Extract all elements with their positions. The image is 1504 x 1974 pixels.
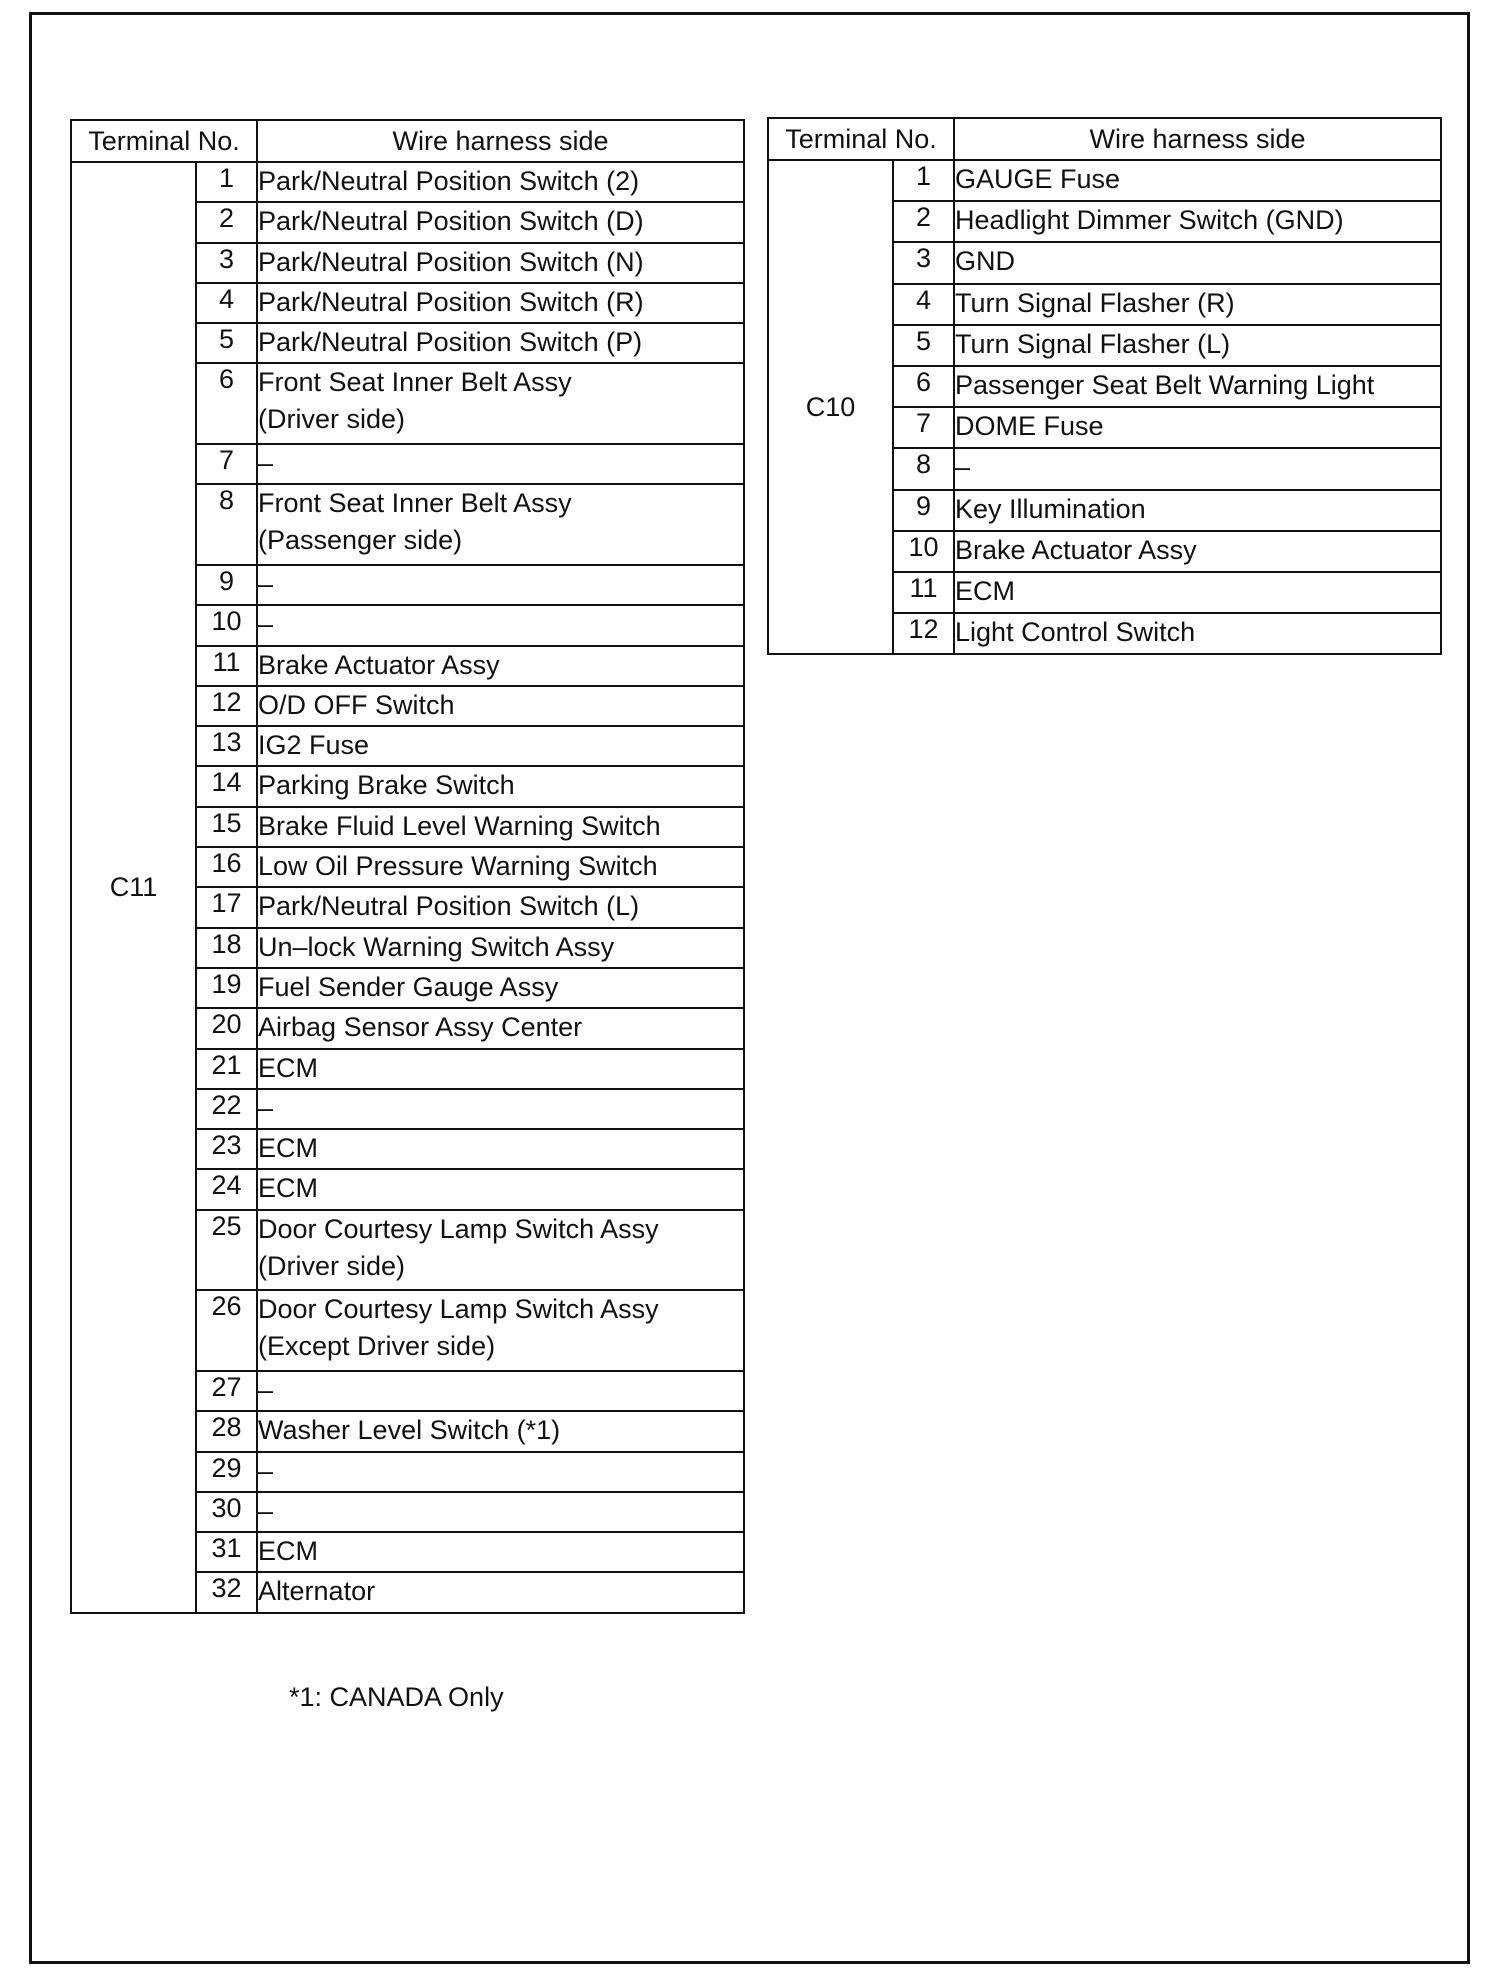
terminal-number: 15 xyxy=(196,807,257,847)
wire-harness-description: Brake Actuator Assy xyxy=(954,531,1441,572)
wire-harness-description: – xyxy=(257,1452,744,1492)
terminal-no-header: Terminal No. xyxy=(768,118,954,160)
terminal-number: 11 xyxy=(196,646,257,686)
footnote: *1: CANADA Only xyxy=(289,1682,504,1712)
terminal-number: 28 xyxy=(196,1411,257,1451)
terminal-number: 19 xyxy=(196,968,257,1008)
table-row xyxy=(768,160,1441,201)
wire-harness-description: IG2 Fuse xyxy=(257,726,744,766)
terminal-no-header: Terminal No. xyxy=(71,120,257,162)
terminal-number: 13 xyxy=(196,726,257,766)
wire-harness-description: Park/Neutral Position Switch (L) xyxy=(257,887,744,927)
wire-harness-description: Park/Neutral Position Switch (P) xyxy=(257,323,744,363)
terminal-number: 14 xyxy=(196,766,257,806)
wire-harness-description: Un–lock Warning Switch Assy xyxy=(257,928,744,968)
connector-label: C10 xyxy=(768,160,893,654)
wire-harness-description: – xyxy=(257,565,744,605)
terminal-number: 26 xyxy=(196,1290,257,1371)
wire-harness-description: Low Oil Pressure Warning Switch xyxy=(257,847,744,887)
terminal-number: 10 xyxy=(196,605,257,645)
wire-harness-description: Door Courtesy Lamp Switch Assy (Driver side) xyxy=(257,1210,744,1291)
wire-harness-description: – xyxy=(257,1492,744,1532)
wire-harness-description: Turn Signal Flasher (R) xyxy=(954,284,1441,325)
wire-harness-description: ECM xyxy=(257,1129,744,1169)
terminal-number: 6 xyxy=(893,366,954,407)
terminal-number: 3 xyxy=(196,243,257,283)
terminal-number: 6 xyxy=(196,363,257,444)
wire-harness-description: Front Seat Inner Belt Assy (Driver side) xyxy=(257,363,744,444)
wire-harness-description: – xyxy=(257,1371,744,1411)
wire-harness-description: – xyxy=(257,605,744,645)
terminal-number: 7 xyxy=(196,444,257,484)
wire-harness-description: ECM xyxy=(257,1532,744,1572)
wire-harness-description: Parking Brake Switch xyxy=(257,766,744,806)
wire-harness-description: Washer Level Switch (*1) xyxy=(257,1411,744,1451)
terminal-number: 10 xyxy=(893,531,954,572)
wire-harness-side-header: Wire harness side xyxy=(954,118,1441,160)
wire-harness-description: O/D OFF Switch xyxy=(257,686,744,726)
terminal-number: 8 xyxy=(893,448,954,489)
terminal-number: 4 xyxy=(893,284,954,325)
wire-harness-description: – xyxy=(954,448,1441,489)
wire-harness-description: GAUGE Fuse xyxy=(954,160,1441,201)
terminal-number: 23 xyxy=(196,1129,257,1169)
terminal-number: 22 xyxy=(196,1089,257,1129)
terminal-number: 5 xyxy=(196,323,257,363)
wire-harness-description: Passenger Seat Belt Warning Light xyxy=(954,366,1441,407)
wire-harness-description: Brake Actuator Assy xyxy=(257,646,744,686)
terminal-number: 7 xyxy=(893,407,954,448)
wire-harness-description: – xyxy=(257,444,744,484)
terminal-number: 27 xyxy=(196,1371,257,1411)
terminal-number: 17 xyxy=(196,887,257,927)
terminal-number: 18 xyxy=(196,928,257,968)
terminal-number: 2 xyxy=(196,202,257,242)
terminal-number: 12 xyxy=(196,686,257,726)
terminal-number: 3 xyxy=(893,242,954,283)
wire-harness-description: DOME Fuse xyxy=(954,407,1441,448)
terminal-number: 21 xyxy=(196,1049,257,1089)
terminal-number: 11 xyxy=(893,572,954,613)
terminal-number: 9 xyxy=(893,490,954,531)
wire-harness-description: GND xyxy=(954,242,1441,283)
terminal-number: 31 xyxy=(196,1532,257,1572)
wire-harness-description: Park/Neutral Position Switch (2) xyxy=(257,162,744,202)
terminal-number: 25 xyxy=(196,1210,257,1291)
terminal-table-c11 xyxy=(70,119,745,1614)
wire-harness-description: ECM xyxy=(257,1049,744,1089)
terminal-number: 12 xyxy=(893,613,954,654)
wire-harness-description: Airbag Sensor Assy Center xyxy=(257,1008,744,1048)
terminal-number: 8 xyxy=(196,484,257,565)
terminal-number: 2 xyxy=(893,201,954,242)
terminal-number: 1 xyxy=(893,160,954,201)
terminal-number: 32 xyxy=(196,1572,257,1612)
table-row xyxy=(71,162,744,202)
wire-harness-description: Key Illumination xyxy=(954,490,1441,531)
wire-harness-description: ECM xyxy=(954,572,1441,613)
wire-harness-description: Turn Signal Flasher (L) xyxy=(954,325,1441,366)
terminal-number: 9 xyxy=(196,565,257,605)
wire-harness-description: Door Courtesy Lamp Switch Assy (Except Driver side) xyxy=(257,1290,744,1371)
wire-harness-description: Front Seat Inner Belt Assy (Passenger side) xyxy=(257,484,744,565)
wire-harness-description: Brake Fluid Level Warning Switch xyxy=(257,807,744,847)
terminal-number: 1 xyxy=(196,162,257,202)
wire-harness-description: Light Control Switch xyxy=(954,613,1441,654)
terminal-number: 20 xyxy=(196,1008,257,1048)
wire-harness-description: Park/Neutral Position Switch (R) xyxy=(257,283,744,323)
wire-harness-description: Park/Neutral Position Switch (D) xyxy=(257,202,744,242)
terminal-number: 24 xyxy=(196,1169,257,1209)
wire-harness-side-header: Wire harness side xyxy=(257,120,744,162)
terminal-number: 29 xyxy=(196,1452,257,1492)
terminal-number: 30 xyxy=(196,1492,257,1532)
terminal-table-c10 xyxy=(767,117,1442,655)
terminal-number: 16 xyxy=(196,847,257,887)
wire-harness-description: Park/Neutral Position Switch (N) xyxy=(257,243,744,283)
wire-harness-description: Alternator xyxy=(257,1572,744,1612)
wire-harness-description: Fuel Sender Gauge Assy xyxy=(257,968,744,1008)
connector-label: C11 xyxy=(71,162,196,1613)
terminal-number: 4 xyxy=(196,283,257,323)
wire-harness-description: Headlight Dimmer Switch (GND) xyxy=(954,201,1441,242)
wire-harness-description: – xyxy=(257,1089,744,1129)
wire-harness-description: ECM xyxy=(257,1169,744,1209)
terminal-number: 5 xyxy=(893,325,954,366)
